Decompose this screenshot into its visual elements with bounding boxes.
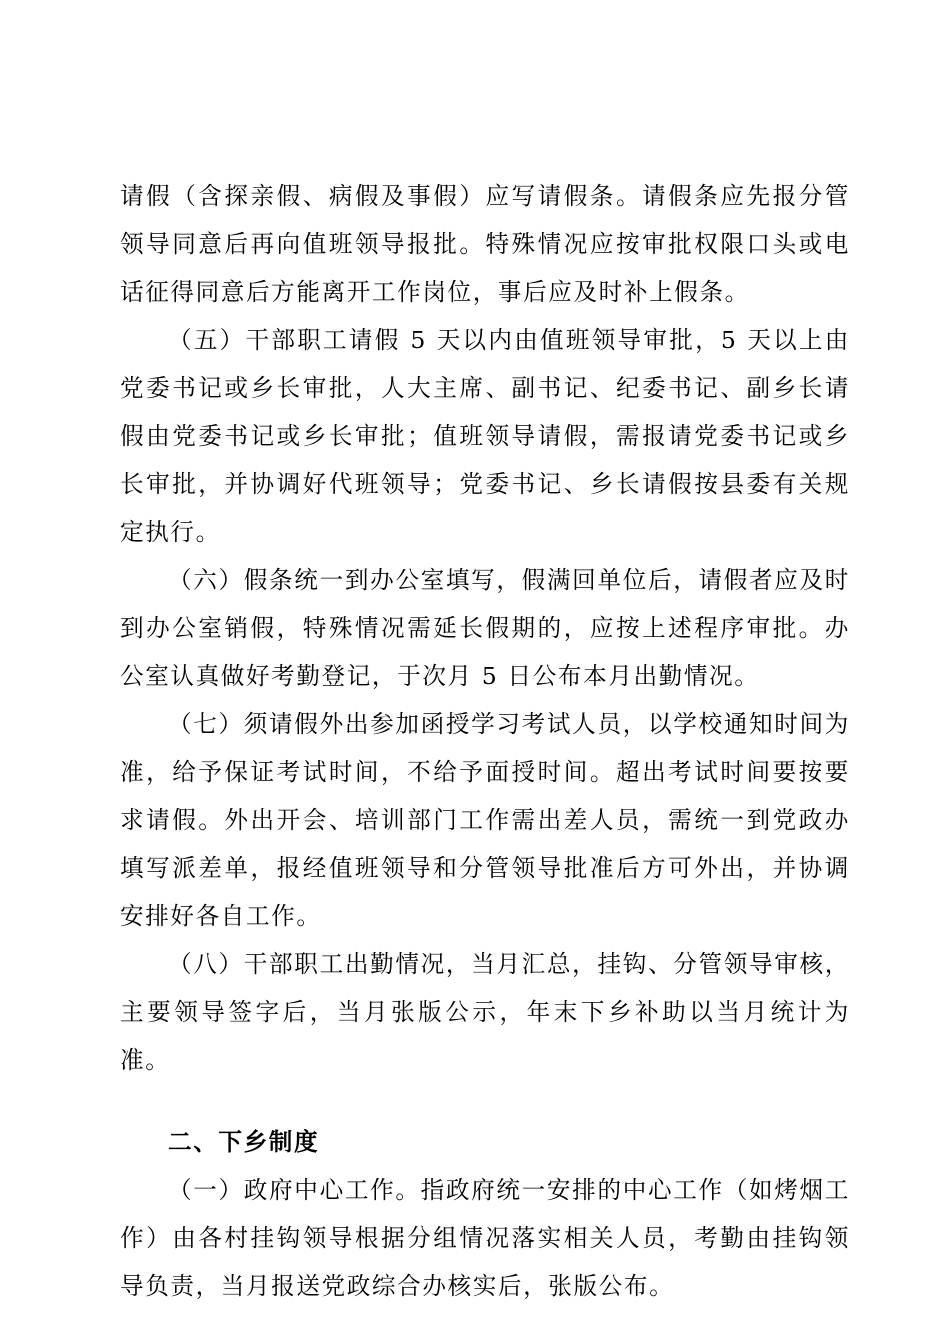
- paragraph-item-7: （七）须请假外出参加函授学习考试人员，以学校通知时间为准，给予保证考试时间，不给予面授时间。超出考试时间要按要求请假。外出开会、培训部门工作需出差人员，需统一到党政办填写派差单，报经值班领导和分管领导批准后方可外出，并协调安排好各自工作。: [120, 710, 850, 930]
- document-body: [120, 172, 850, 1310]
- paragraph-item-5: （五）干部职工请假 5 天以内由值班领导审批，5 天以上由党委书记或乡长审批，人大主席、副书记、纪委书记、副乡长请假由党委书记或乡长审批；值班领导请假，需报请党委书记或乡长审批，并协调好代班领导；党委书记、乡长请假按县委有关规定执行。: [120, 326, 850, 546]
- section-heading: 二、下乡制度: [168, 1128, 320, 1156]
- paragraph-item-6: （六）假条统一到办公室填写，假满回单位后，请假者应及时到办公室销假，特殊情况需延长假期的，应按上述程序审批。办公室认真做好考勤登记，于次月 5 日公布本月出勤情况。: [120, 566, 850, 690]
- paragraph-section2-item-1: （一）政府中心工作。指政府统一安排的中心工作（如烤烟工作）由各村挂钩领导根据分组情况落实相关人员，考勤由挂钩领导负责，当月报送党政综合办核实后，张版公布。: [120, 1176, 850, 1300]
- paragraph-leave-note: 请假（含探亲假、病假及事假）应写请假条。请假条应先报分管领导同意后再向值班领导报批。特殊情况应按审批权限口头或电话征得同意后方能离开工作岗位，事后应及时补上假条。: [120, 182, 850, 306]
- paragraph-item-8: （八）干部职工出勤情况，当月汇总，挂钩、分管领导审核，主要领导签字后，当月张版公示，年末下乡补助以当月统计为准。: [120, 950, 850, 1074]
